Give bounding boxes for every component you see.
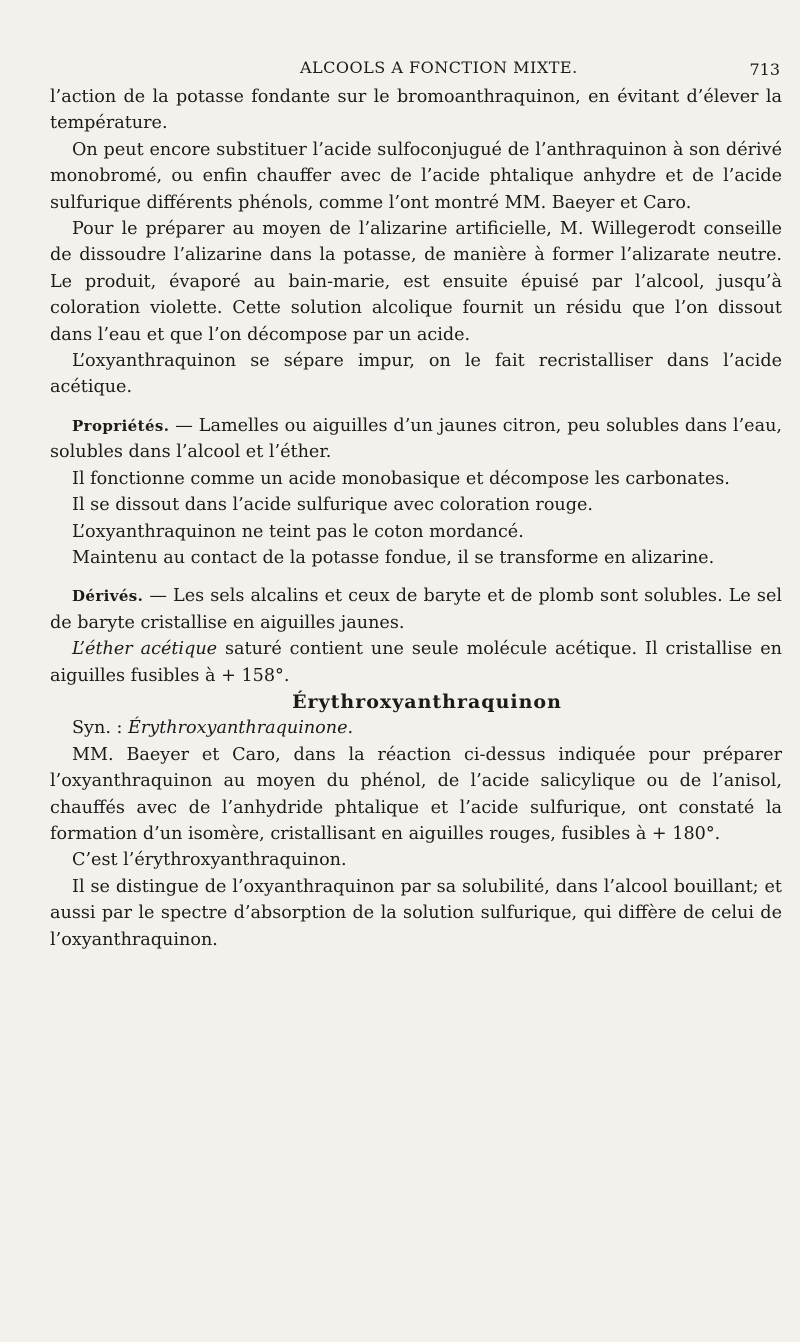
paragraph: Il fonctionne comme un acide monobasique et décompose les carbonates.: [72, 468, 730, 489]
paragraph: Il se dissout dans l’acide sulfurique avec coloration rouge.: [72, 495, 594, 516]
paragraph: L’oxyanthraquinon ne teint pas le coton mordancé.: [72, 521, 524, 542]
page-header: [0, 58, 800, 82]
syn-label: Syn. :: [72, 718, 129, 739]
proprietes-label: Propriétés.: [72, 416, 170, 435]
ether-label: L’éther acétique: [72, 639, 218, 660]
page-body: [50, 84, 782, 953]
page-number: 713: [749, 60, 780, 79]
paragraph: On peut encore substituer l’acide sulfoconjugué de l’anthraquinon à son dérivé monobromé, ou enfin chauffer avec de l’acide phtalique anhydre et de l’acide sulfurique différents phénols, comme l’ont montré MM. Baeyer et Caro.: [50, 139, 782, 213]
paragraph: Maintenu au contact de la potasse fondue, il se transforme en alizarine.: [72, 547, 715, 568]
proprietes-paragraph: [50, 413, 782, 466]
derives-label: Dérivés.: [72, 587, 144, 606]
syn-value: Érythroxyanthraquinone.: [128, 718, 354, 739]
derives-text: — Les sels alcalins et ceux de baryte et de plomb sont solubles. Le sel de baryte cristallise en aiguilles jaunes.: [50, 586, 782, 633]
paragraph: l’action de la potasse fondante sur le bromoanthraquinon, en évitant d’élever la température.: [50, 87, 782, 134]
paragraph: C’est l’érythroxyanthraquinon.: [72, 850, 347, 871]
paragraph: MM. Baeyer et Caro, dans la réaction ci-dessus indiquée pour préparer l’oxyanthraquinon au moyen du phénol, de l’acide salicylique ou de l’anisol, chauffés avec de l’anhydride phtalique et l’acide sulfurique, ont constaté la formation d’un isomère, cristallisant en aiguilles rouges, fusibles à + 180°.: [50, 744, 782, 844]
paragraph: L’oxyanthraquinon se sépare impur, on le fait recristalliser dans l’acide acétique.: [50, 351, 782, 398]
ether-text: saturé contient une seule molécule acétique. Il cristallise en aiguilles fusibles à + 158°.: [50, 639, 782, 686]
running-title: ALCOOLS A FONCTION MIXTE.: [300, 58, 578, 77]
section-title: Érythroxyanthraquinon: [292, 690, 562, 713]
ether-paragraph: [50, 636, 782, 689]
paragraph: Il se distingue de l’oxyanthraquinon par sa solubilité, dans l’alcool bouillant; et aussi par le spectre d’absorption de la solution sulfurique, qui diffère de celui de l’oxyanthraquinon.: [50, 876, 782, 950]
paragraph: Pour le préparer au moyen de l’alizarine artificielle, M. Willegerodt conseille de dissoudre l’alizarine dans la potasse, de manière à former l’alizarate neutre. Le produit, évaporé au bain-marie, est ensuite épuisé par l’alcool, jusqu’à coloration violette. Cette solution alcolique fournit un résidu que l’on dissout dans l’eau et que l’on décompose par un acide.: [50, 219, 782, 345]
proprietes-text: — Lamelles ou aiguilles d’un jaunes citron, peu solubles dans l’eau, solubles dans l’alcool et l’éther.: [50, 415, 782, 463]
synonym-paragraph: [50, 715, 782, 741]
derives-paragraph: [50, 583, 782, 636]
